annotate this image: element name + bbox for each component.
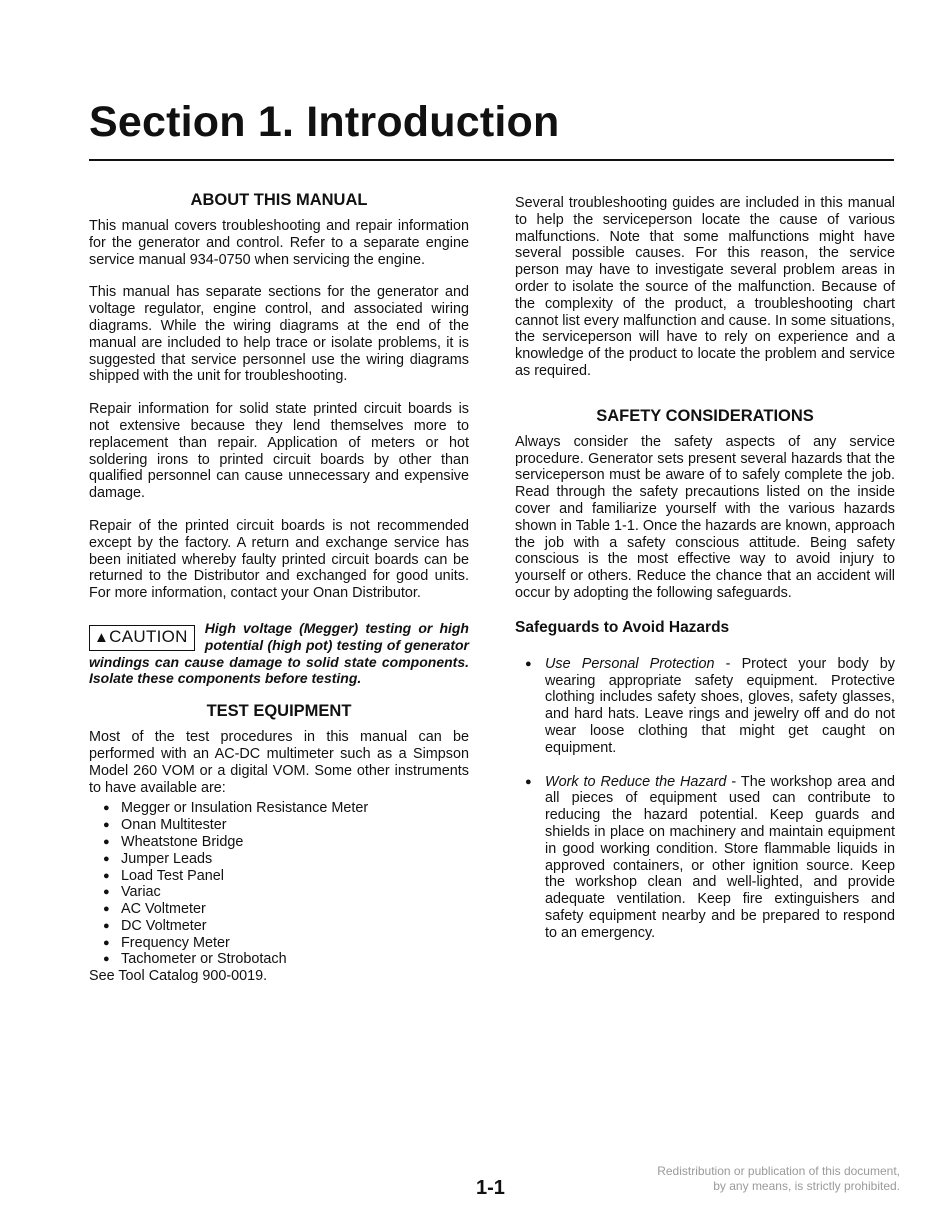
list-item: ● Frequency Meter xyxy=(103,935,469,952)
page-number: 1-1 xyxy=(476,1177,505,1199)
about-heading: ABOUT THIS MANUAL xyxy=(190,191,368,209)
about-paragraph-2: This manual has separate sections for the generator and voltage regulator, engine control, and associated wiring diagrams. While the wiring diagrams at the end of the manual are included to help trace or isolate problems, it is suggested that service personnel use the wiring diagrams shipped with the unit for troubleshooting. xyxy=(89,284,469,385)
caution-text: High voltage (Megger) testing or high potential (high pot) testing of generator windings can cause damage to solid state components. Isolate these components before testing. xyxy=(89,619,469,687)
watermark xyxy=(657,1164,900,1194)
safety-heading: SAFETY CONSIDERATIONS xyxy=(596,406,814,425)
right-column xyxy=(515,190,895,958)
watermark-line-2: by any means, is strictly prohibited. xyxy=(713,1179,900,1193)
about-paragraph-3: Repair information for solid state printed circuit boards is not extensive because they lend themselves more to replacement than repair. Application of meters or hot soldering irons to printed circuit boards by other than qualified personnel can cause unnecessary and expensive damage. xyxy=(89,401,469,502)
list-item: ● Onan Multitester xyxy=(103,817,469,834)
troubleshooting-intro: Several troubleshooting guides are included in this manual to help the serviceperson locate the cause of various malfunctions. Note that some malfunctions might have several possible causes. For this reason, the service person may have to investigate several problem areas in order to isolate the source of the malfunction. Because of the complexity of the product, a troubleshooting chart cannot list every malfunction and cause. In some situations, the serviceperson will have to rely on experience and a knowledge of the product to locate the problem and service as required. xyxy=(515,195,895,379)
safeguard-text: Protect your body by wearing appropriate safety equipment. Protective clothing includes safety shoes, gloves, safety glasses, and hard hats. Leave rings and jewelry off and do not wear loose clothing that might get caught on equipment. xyxy=(545,655,896,756)
page-title: Section 1. Introduction xyxy=(89,98,560,146)
safeguard-lead: Work to Reduce the Hazard xyxy=(545,773,727,790)
watermark-line-1: Redistribution or publication of this document, xyxy=(657,1164,900,1178)
safeguards-list xyxy=(525,656,895,942)
left-column xyxy=(89,190,469,985)
safety-paragraph: Always consider the safety aspects of any service procedure. Generator sets present several hazards that the serviceperson must be aware of to safely complete the job. Read through the safety precautions listed on the inside cover and familiarize yourself with the various hazards shown in Table 1-1. Once the hazards are known, approach the job with a safety conscious attitude. Being safety conscious is the most effective way to avoid injury to yourself or others. Reduce the chance that an accident will occur by adopting the following safeguards. xyxy=(515,433,895,601)
list-item: ● Wheatstone Bridge xyxy=(103,834,469,851)
list-item: ● Tachometer or Strobotach xyxy=(103,951,469,968)
list-item: ● Megger or Insulation Resistance Meter xyxy=(103,800,469,817)
safeguard-lead: Use Personal Protection xyxy=(545,655,715,672)
list-item: ● Jumper Leads xyxy=(103,851,469,868)
list-item: ● Use Personal Protection - Protect your body by wearing appropriate safety equipment. Protective clothing includes safety shoes, gloves, safety glasses, and hard hats. Leave rings and jewelry off and do not wear loose clothing that might get caught on equipment. xyxy=(525,656,895,757)
title-rule xyxy=(89,159,894,161)
caution-label: CAUTION xyxy=(109,626,188,646)
test-equipment-intro: Most of the test procedures in this manual can be performed with an AC-DC multimeter such as a Simpson Model 260 VOM or a digital VOM. Some other instruments to have available are: xyxy=(89,729,469,796)
about-paragraph-4: Repair of the printed circuit boards is not recommended except by the factory. A return and exchange service has been initiated whereby faulty printed circuit boards can be returned to the Distributor and exchanged for good units. For more information, contact your Onan Distributor. xyxy=(89,517,469,602)
list-item: ● Variac xyxy=(103,884,469,901)
test-equipment-heading: TEST EQUIPMENT xyxy=(206,702,352,721)
safeguards-heading: Safeguards to Avoid Hazards xyxy=(515,618,730,636)
tool-catalog-note: See Tool Catalog 900-0019. xyxy=(89,968,268,985)
list-item: ● Load Test Panel xyxy=(103,868,469,885)
list-item: ● AC Voltmeter xyxy=(103,901,469,918)
safeguard-text: The workshop area and all pieces of equipment used can contribute to reducing the hazard potential. Keep guards and shields in place on machinery and maintain equipment in good working condition. Store flammable liquids in approved containers, or other ignition source. Keep the workshop clean and well-lighted, and provide adequate ventilation. Keep fire extinguishers and safety equipment nearby and be prepared to respond to an emergency. xyxy=(545,773,895,941)
equipment-list xyxy=(103,800,469,968)
caution-block xyxy=(89,620,469,687)
list-item: ● DC Voltmeter xyxy=(103,918,469,935)
about-paragraph-1: This manual covers troubleshooting and repair information for the generator and control. Refer to a separate engine service manual 934-0750 when servicing the engine. xyxy=(89,218,469,268)
list-item: ● Work to Reduce the Hazard - The workshop area and all pieces of equipment used can contribute to reducing the hazard potential. Keep guards and shields in place on machinery and maintain equipment in good working condition. Store flammable liquids in approved containers, or other ignition source. Keep the workshop clean and well-lighted, and provide adequate ventilation. Keep fire extinguishers and safety equipment nearby and be prepared to respond to an emergency. xyxy=(525,774,895,942)
caution-badge xyxy=(89,625,195,651)
warning-triangle-icon: ▲ xyxy=(94,628,110,646)
